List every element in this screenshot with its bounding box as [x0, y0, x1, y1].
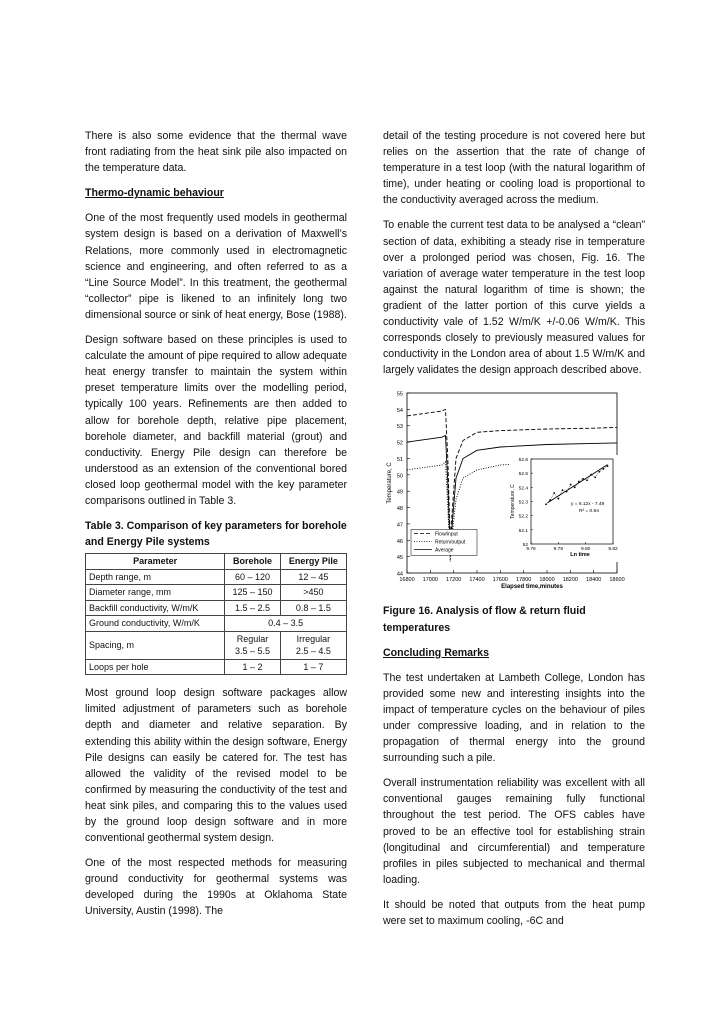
table-row — [86, 600, 347, 616]
y-tick-label: 48 — [396, 506, 403, 513]
inset-data-point — [574, 487, 576, 489]
paragraph: Overall instrumentation reliability was excellent with all conventional gauges remaining fully functional throughout the test period. The OFS cables have proved to be an effective tool for establishing strain (longitudinal and circumferential) and temperature profiles in piles subjected to mechanical and thermal loading. — [383, 777, 645, 886]
table-header: Energy Pile — [280, 554, 346, 570]
table-header: Borehole — [225, 554, 281, 570]
table-row — [86, 616, 347, 632]
temperature-chart — [383, 387, 645, 597]
table-cell: Loops per hole — [86, 659, 225, 675]
table-cell: 1 – 7 — [280, 659, 346, 675]
inset-y-tick-label: 52.1 — [518, 529, 528, 535]
inset-data-point — [545, 504, 547, 506]
y-tick-label: 51 — [396, 457, 403, 464]
y-tick-label: 44 — [396, 571, 403, 578]
cell-line: Irregular — [296, 633, 331, 644]
table-caption: Table 3. Comparison of key parameters for borehole and Energy Pile systems — [85, 520, 347, 549]
section-heading-concluding: Concluding Remarks — [383, 646, 489, 659]
right-column — [383, 128, 645, 938]
figure-caption: Figure 16. Analysis of flow & return fluid temperatures — [383, 605, 586, 634]
table-row — [86, 585, 347, 601]
inset-y-axis-label: Temperature, C — [510, 484, 516, 520]
cell-line: 2.5 – 4.5 — [295, 646, 331, 657]
x-tick-label: 18600 — [609, 577, 625, 584]
y-tick-label: 45 — [396, 555, 403, 562]
paragraph: detail of the testing procedure is not covered here but relies on the assertion that the rate of change of temperature in a test loop (with the natural logarithm of time), under heating or cooling load is proportional to the conductivity averaged across the medium. — [383, 130, 645, 207]
paragraph: One of the most frequently used models in geothermal system design is based on a derivation of Maxwell’s Relations, more commonly used in electromagnetic science and engineering, and often referred to as a “Line Source Model”. In this treatment, the geothermal “collector” pipe is likened to an infinitely long two dimensional source or sink of heat energy, Bose (1988). — [85, 212, 347, 321]
y-tick-label: 52 — [396, 440, 403, 447]
paragraph: One of the most respected methods for measuring ground conductivity for geothermal systems was developed during the 1990s at Oklahoma State University, Austin (1998). The — [85, 857, 347, 918]
table-cell: 1.5 – 2.5 — [225, 600, 281, 616]
x-tick-label: 18400 — [586, 577, 602, 584]
inset-y-tick-label: 52.2 — [518, 515, 528, 521]
inset-x-axis-label: Ln time — [570, 552, 590, 559]
x-tick-label: 17200 — [446, 577, 462, 584]
table-cell: Depth range, m — [86, 569, 225, 585]
y-tick-label: 46 — [396, 539, 403, 546]
table-row — [86, 631, 347, 659]
inset-data-point — [562, 490, 564, 492]
y-tick-label: 47 — [396, 522, 403, 529]
inset-r-squared: R² = 0.94 — [579, 509, 599, 515]
x-tick-label: 17000 — [422, 577, 438, 584]
y-tick-label: 50 — [396, 473, 403, 480]
inset-data-point — [570, 484, 572, 486]
inset-data-point — [594, 477, 596, 479]
figure-16 — [383, 387, 645, 597]
table-cell — [225, 631, 281, 659]
inset-y-tick-label: 52.6 — [518, 458, 528, 464]
y-tick-label: 54 — [396, 408, 403, 415]
table-cell: Backfill conductivity, W/m/K — [86, 600, 225, 616]
paragraph: To enable the current test data to be analysed a “clean” section of data, exhibiting a steady rise in temperature over a prolonged period was chosen, Fig. 16. The variation of average water temperature in the test loop against the natural logarithm of time is shown; the gradient of the latter portion of this curve yields a conductivity vale of 1.52 W/m/K +/-0.06 W/m/K. This corresponds closely to previously measured values for conductivity in the London area of about 1.5 W/m/K and largely validates the design approach described above. — [383, 219, 645, 377]
inset-data-point — [553, 493, 555, 495]
table-cell: Spacing, m — [86, 631, 225, 659]
inset-equation: y = 6.12x - 7.49 — [571, 502, 605, 508]
paragraph: Design software based on these principles is used to calculate the amount of pipe required to allow adequate heat energy transfer to maintain the system within preset temperature limits over the modelling period, typically 100 years. Refinements are then added to allow for borehole depth, relative pipe placement, borehole diameter, and backfill material (grout) and conductivity. Energy Pile design can therefore be understood as an extension of the conventional bored closed loop geothermal model with the key parameter comparisons outlined in Table 3. — [85, 334, 347, 507]
inset-data-point — [586, 480, 588, 482]
y-tick-label: 49 — [396, 490, 403, 497]
table-cell — [280, 631, 346, 659]
paragraph: The test undertaken at Lambeth College, London has provided some new and interesting insights into the impact of temperature cycles on the behaviour of piles under compressive loading, and in relation to the propagation of thermal energy into the ground surrounding such a pile. — [383, 671, 645, 765]
table-cell: 1 – 2 — [225, 659, 281, 675]
legend-label: Average — [435, 547, 454, 554]
inset-y-tick-label: 52.3 — [518, 500, 528, 506]
x-tick-label: 17800 — [516, 577, 532, 584]
table-cell: Ground conductivity, W/m/K — [86, 616, 225, 632]
x-tick-label: 18200 — [562, 577, 578, 584]
inset-y-tick-label: 52.5 — [518, 472, 528, 478]
legend-label: Return/output — [435, 539, 466, 546]
table-header-row — [86, 554, 347, 570]
table-cell: 12 – 45 — [280, 569, 346, 585]
inset-data-point — [603, 468, 605, 470]
table-cell: Diameter range, mm — [86, 585, 225, 601]
inset-y-tick-label: 52 — [522, 543, 528, 549]
parameter-table — [85, 553, 347, 675]
inset-y-tick-label: 52.4 — [518, 486, 528, 492]
y-tick-label: 55 — [396, 391, 403, 398]
inset-x-tick-label: 9.80 — [580, 547, 591, 553]
paragraph: Most ground loop design software packages allow limited adjustment of parameters such as borehole depth and diameter and relative separation. By extending this ability within the design software, Energy Pile designs can easily be catered for. The test has allowed the validity of the revised model to be confirmed by measuring the conductivity of the test and heat sink piles, and comparing this to the values used by the ground loop design software and in more conventional geothermal system design. — [85, 687, 347, 845]
table-cell: 0.4 – 3.5 — [225, 616, 347, 632]
inset-x-tick-label: 9.82 — [608, 547, 618, 553]
y-axis-label: Temperature, C — [387, 462, 393, 505]
inset-data-point — [598, 471, 600, 473]
x-tick-label: 17400 — [469, 577, 485, 584]
inset-x-tick-label: 9.78 — [553, 547, 564, 553]
inset-data-point — [557, 498, 559, 500]
cell-line: Regular — [236, 633, 269, 644]
left-column — [85, 128, 347, 929]
legend-label: Flow/input — [435, 531, 458, 538]
table-header: Parameter — [86, 554, 225, 570]
x-tick-label: 17600 — [492, 577, 508, 584]
section-heading-thermodynamic: Thermo-dynamic behaviour — [85, 187, 224, 200]
table-row — [86, 659, 347, 675]
table-cell: 60 – 120 — [225, 569, 281, 585]
inset-x-tick-label: 9.76 — [526, 547, 536, 553]
y-tick-label: 53 — [396, 424, 403, 431]
table-cell: 125 – 150 — [225, 585, 281, 601]
x-tick-label: 16800 — [399, 577, 415, 584]
x-axis-label: Elapsed time,minutes — [501, 584, 563, 591]
cell-line: 3.5 – 5.5 — [235, 646, 271, 657]
table-cell: >450 — [280, 585, 346, 601]
table-row — [86, 569, 347, 585]
paragraph: It should be noted that outputs from the heat pump were set to maximum cooling, -6C and — [383, 898, 645, 927]
x-tick-label: 18000 — [539, 577, 555, 584]
paragraph: There is also some evidence that the thermal wave front radiating from the heat sink pile also impacted on the temperature data. — [85, 130, 347, 175]
table-cell: 0.8 – 1.5 — [280, 600, 346, 616]
